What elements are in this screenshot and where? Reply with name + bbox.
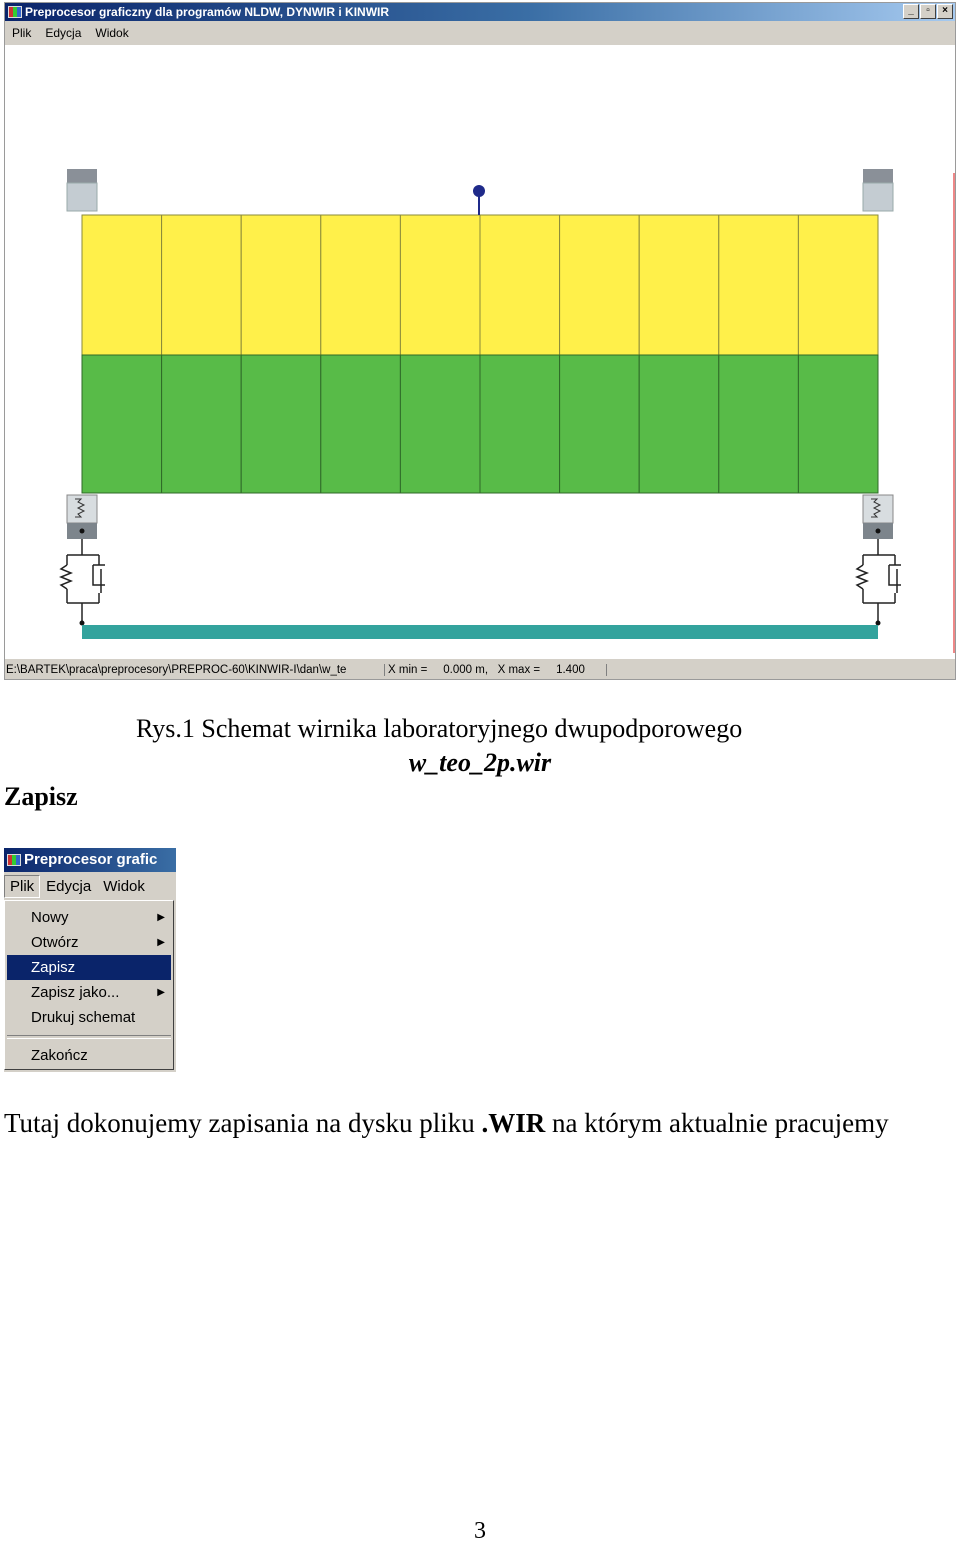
menu-window-menubar bbox=[4, 872, 176, 900]
section-heading: Zapisz bbox=[4, 782, 78, 811]
rotor-segment-inner[interactable] bbox=[560, 355, 640, 493]
file-dropdown-menu bbox=[4, 900, 174, 1070]
menu-item-nowy[interactable] bbox=[7, 905, 171, 930]
figure-caption: Rys.1 Schemat wirnika laboratoryjnego dwupodporowego bbox=[136, 714, 743, 743]
rotor-segment-outer[interactable] bbox=[719, 215, 799, 355]
rotor-segment-inner[interactable] bbox=[400, 355, 480, 493]
rotor-segment-outer[interactable] bbox=[798, 215, 878, 355]
menu-item-otworz[interactable] bbox=[7, 930, 171, 955]
page-number: 3 bbox=[474, 1518, 486, 1544]
restore-button[interactable]: ▫ bbox=[920, 4, 936, 19]
right-top-cap bbox=[863, 169, 893, 211]
rotor-segment-outer[interactable] bbox=[480, 215, 560, 355]
app-icon bbox=[8, 6, 22, 18]
node-marker[interactable] bbox=[473, 185, 485, 197]
submenu-arrow-icon: ▶ bbox=[157, 937, 165, 948]
menu-item-label: Zapisz bbox=[31, 959, 76, 976]
menu-item-zakoncz[interactable] bbox=[7, 1043, 171, 1068]
rotor-segment-outer[interactable] bbox=[241, 215, 321, 355]
menu-edycja[interactable]: Edycja bbox=[45, 26, 82, 40]
status-file-path: E:\BARTEK\praca\preprocesory\PREPROC-60\KINWIR-I\dan\w_te bbox=[5, 664, 385, 676]
menubar bbox=[5, 21, 955, 45]
rotor-segment-inner[interactable] bbox=[241, 355, 321, 493]
rotor-segment-inner[interactable] bbox=[82, 355, 162, 493]
close-button[interactable]: × bbox=[937, 4, 953, 19]
rotor-segment-outer[interactable] bbox=[639, 215, 719, 355]
main-window-screenshot bbox=[4, 2, 956, 680]
status-x-range: X min = 0.000 m, X max = 1.400 bbox=[385, 664, 607, 676]
canvas-edge-line bbox=[953, 173, 955, 653]
left-support[interactable] bbox=[61, 495, 105, 626]
rotor-diagram bbox=[5, 45, 955, 659]
drawing-canvas[interactable] bbox=[5, 45, 955, 659]
submenu-arrow-icon: ▶ bbox=[157, 987, 165, 998]
menu-plik[interactable]: Plik bbox=[4, 875, 40, 898]
menu-item-label: Zapisz jako... bbox=[31, 984, 120, 1001]
paragraph-extension: .WIR bbox=[481, 1108, 546, 1138]
menu-item-zapisz-jako[interactable] bbox=[7, 980, 171, 1005]
rotor-segment-outer[interactable] bbox=[560, 215, 640, 355]
window-title: Preprocesor graficzny dla programów NLDW, DYNWIR i KINWIR bbox=[25, 5, 390, 19]
menu-window-titlebar bbox=[4, 848, 176, 872]
app-icon bbox=[7, 854, 21, 866]
menu-item-label: Zakończ bbox=[31, 1047, 88, 1064]
left-top-cap bbox=[67, 169, 97, 211]
window-titlebar bbox=[5, 3, 955, 21]
menu-item-label: Otwórz bbox=[31, 934, 79, 951]
menu-edycja[interactable]: Edycja bbox=[46, 877, 92, 895]
menu-window-title: Preprocesor grafic bbox=[24, 851, 158, 868]
menu-item-drukuj-schemat[interactable] bbox=[7, 1005, 171, 1030]
body-paragraph bbox=[4, 1106, 956, 1140]
menu-separator bbox=[7, 1035, 171, 1039]
menu-item-zapisz[interactable] bbox=[7, 955, 171, 980]
rotor-segment-outer[interactable] bbox=[400, 215, 480, 355]
submenu-arrow-icon: ▶ bbox=[157, 912, 165, 923]
menu-widok[interactable]: Widok bbox=[103, 877, 145, 895]
rotor-segment-inner[interactable] bbox=[798, 355, 878, 493]
rotor-segment-outer[interactable] bbox=[162, 215, 242, 355]
rotor-segment-outer[interactable] bbox=[82, 215, 162, 355]
rotor-segment-outer[interactable] bbox=[321, 215, 401, 355]
rotor-segment-inner[interactable] bbox=[321, 355, 401, 493]
figure-caption-filename: w_teo_2p.wir bbox=[408, 748, 552, 777]
foundation-bar bbox=[82, 625, 878, 639]
minimize-button[interactable]: _ bbox=[903, 4, 919, 19]
paragraph-text-1: Tutaj dokonujemy zapisania na dysku pliku bbox=[4, 1108, 482, 1138]
menu-screenshot bbox=[4, 848, 176, 1072]
menu-plik[interactable]: Plik bbox=[12, 26, 32, 40]
menu-widok[interactable]: Widok bbox=[95, 26, 129, 40]
right-support[interactable] bbox=[857, 495, 901, 626]
menu-item-label: Drukuj schemat bbox=[31, 1009, 136, 1026]
statusbar bbox=[5, 659, 955, 680]
rotor-segment-inner[interactable] bbox=[480, 355, 560, 493]
rotor-segment-inner[interactable] bbox=[639, 355, 719, 493]
rotor-segment-inner[interactable] bbox=[719, 355, 799, 493]
menu-item-label: Nowy bbox=[31, 909, 69, 926]
rotor-segment-inner[interactable] bbox=[162, 355, 242, 493]
paragraph-text-2: na którym aktualnie pracujemy bbox=[545, 1108, 889, 1138]
